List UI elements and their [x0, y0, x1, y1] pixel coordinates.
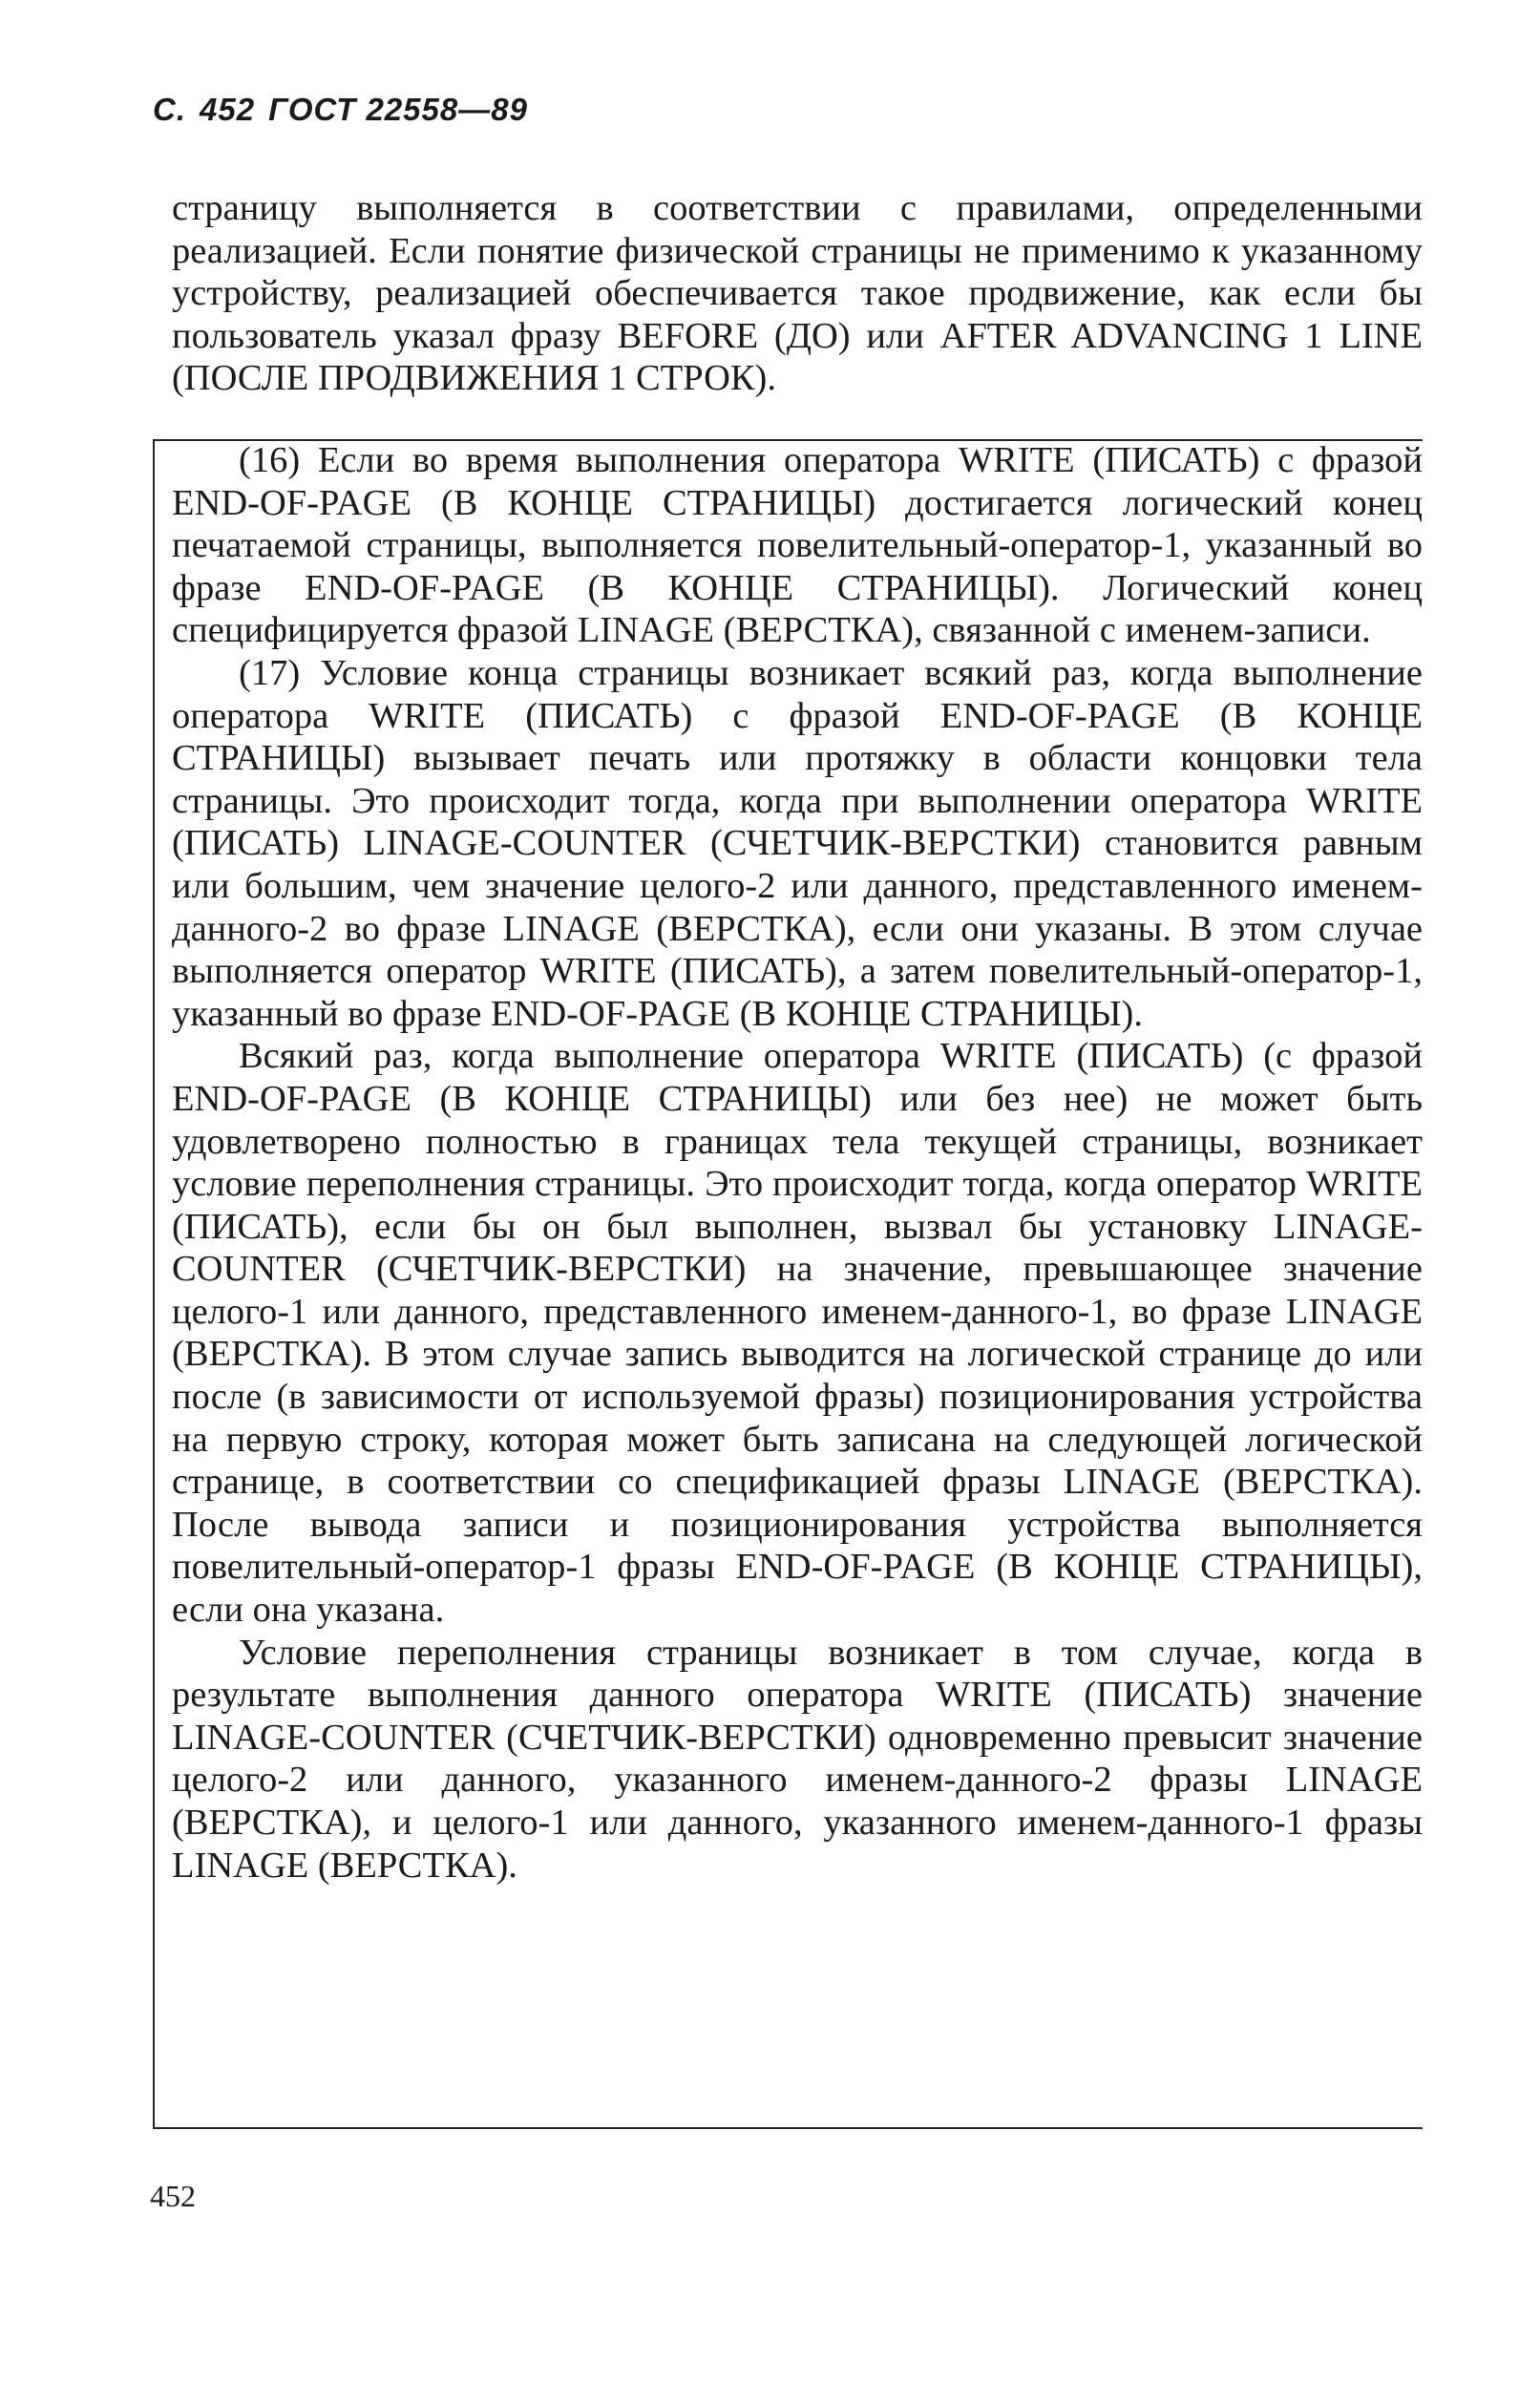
paragraph-overflow: Всякий раз, когда выполнение оператора WRITE (ПИСАТЬ) (с фразой END-OF-PAGE (В КОНЦЕ СТРАНИЦЫ) или без нее) не может быть удовлетворено полностью в границах тела текущей страницы, возникает условие переполнения страницы. Это происходит тогда, когда оператор WRITE (ПИСАТЬ), если бы он был выполнен, вызвал бы установку LINAGE-COUNTER (СЧЕТЧИК-ВЕРСТКИ) на значение, превышающее значение целого-1 или данного, представленного именем-данного-1, во фразе LINAGE (ВЕРСТКА). В этом случае запись выводится на логической странице до или после (в зависимости от используемой фразы) позиционирования устройства на первую строку, которая может быть записана на следующей логической странице, в соответствии со спецификацией фразы LINAGE (ВЕРСТКА). После вывода записи и позиционирования устройства выполняется повелительный-оператор-1 фразы END-OF-PAGE (В КОНЦЕ СТРАНИЦЫ), если она указана.: [172, 1036, 1423, 1631]
change-bar-left: [153, 439, 155, 2127]
intro-paragraph: страницу выполняется в соответствии с правилами, определенными реализацией. Если понятие физической страницы не применимо к указанному устройству, реализацией обеспечивается такое продвижение, как если бы пользователь указал фразу BEFORE (ДО) или AFTER ADVANCING 1 LINE (ПОСЛЕ ПРОДВИЖЕНИЯ 1 СТРОК).: [172, 188, 1423, 399]
intro-text: [172, 187, 1423, 400]
marked-section: [172, 439, 1423, 1887]
paragraph-overflow-condition: Условие переполнения страницы возникает в том случае, когда в результате выполнения данного оператора WRITE (ПИСАТЬ) значение LINAGE-COUNTER (СЧЕТЧИК-ВЕРСТКИ) одновременно превысит значение целого-2 или данного, указанного именем-данного-2 фразы LINAGE (ВЕРСТКА), и целого-1 или данного, указанного именем-данного-1 фразы LINAGE (ВЕРСТКА).: [172, 1632, 1423, 1886]
header-page-number: 452: [200, 92, 256, 127]
header-prefix: С.: [153, 92, 186, 127]
change-bar-bottom: [153, 2127, 1423, 2129]
page-number: 452: [150, 2179, 196, 2213]
paragraph-16: (16) Если во время выполнения оператора WRITE (ПИСАТЬ) с фразой END-OF-PAGE (В КОНЦЕ СТРАНИЦЫ) достигается логический конец печатаемой страницы, выполняется повелительный-оператор-1, указанный во фразе END-OF-PAGE (В КОНЦЕ СТРАНИЦЫ). Логический конец специфицируется фразой LINAGE (ВЕРСТКА), связанной с именем-записи.: [172, 440, 1423, 651]
header-standard: ГОСТ 22558—89: [268, 92, 528, 127]
paragraph-17: (17) Условие конца страницы возникает всякий раз, когда выполнение оператора WRITE (ПИСАТЬ) с фразой END-OF-PAGE (В КОНЦЕ СТРАНИЦЫ) вызывает печать или протяжку в области концовки тела страницы. Это происходит тогда, когда при выполнении оператора WRITE (ПИСАТЬ) LINAGE-COUNTER (СЧЕТЧИК-ВЕРСТКИ) становится равным или большим, чем значение целого-2 или данного, представленного именем-данного-2 во фразе LINAGE (ВЕРСТКА), если они указаны. В этом случае выполняется оператор WRITE (ПИСАТЬ), а затем повелительный-оператор-1, указанный во фразе END-OF-PAGE (В КОНЦЕ СТРАНИЦЫ).: [172, 652, 1423, 1034]
page-header: [153, 92, 541, 128]
